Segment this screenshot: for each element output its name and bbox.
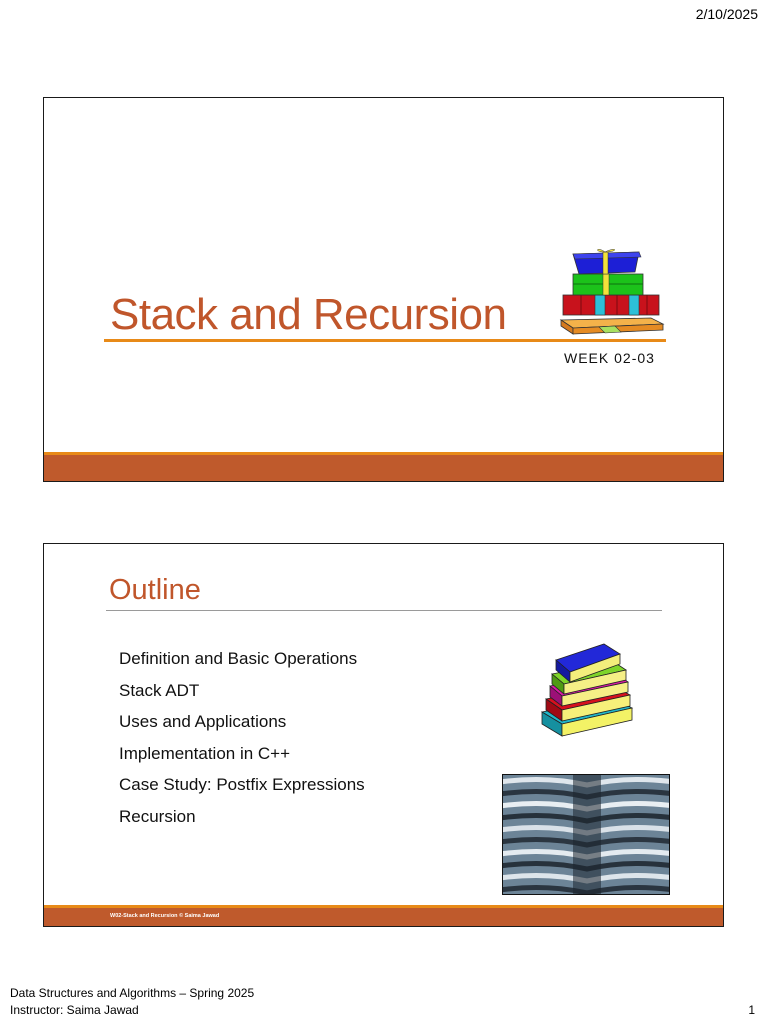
slide-footer-text: W02-Stack and Recursion © Saima Jawad <box>110 913 220 919</box>
title-underline <box>104 339 666 342</box>
page-number: 1 <box>748 1003 755 1017</box>
footer-bar <box>44 908 723 926</box>
outline-list <box>119 643 365 832</box>
instructor-name: Instructor: Saima Jawad <box>10 1003 139 1017</box>
footer-bar <box>44 455 723 481</box>
stacked-plates-photo <box>502 774 670 895</box>
slide-title <box>43 97 724 482</box>
course-name: Data Structures and Algorithms – Spring 2025 <box>10 986 255 1000</box>
list-item: Definition and Basic Operations <box>119 649 358 668</box>
stacked-gift-boxes-icon <box>559 248 665 336</box>
heading-underline <box>106 610 662 611</box>
plates-image <box>503 775 670 895</box>
list-item: Uses and Applications <box>119 712 287 731</box>
list-item: Implementation in C++ <box>119 743 291 763</box>
slide-subtitle: WEEK 02-03 <box>564 350 655 366</box>
slide-title-heading: Stack and Recursion <box>110 290 507 339</box>
slide-outline <box>43 543 724 927</box>
list-item: Recursion <box>119 806 196 826</box>
handout-date: 2/10/2025 <box>695 6 758 22</box>
stacked-books-icon <box>540 642 634 746</box>
list-item: Stack ADT <box>119 680 200 700</box>
list-item: Case Study: Postfix Expressions <box>119 775 365 794</box>
slide-heading: Outline <box>109 574 201 606</box>
